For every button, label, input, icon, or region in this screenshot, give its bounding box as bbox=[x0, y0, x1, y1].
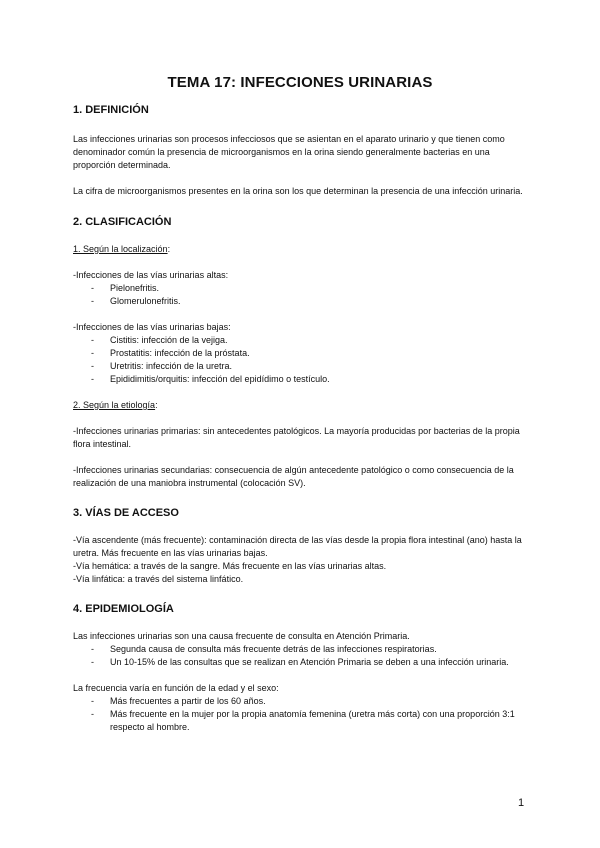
paragraph: -Vía linfática: a través del sistema linfático. bbox=[73, 574, 244, 584]
section-heading-vias-de-acceso: 3. VÍAS DE ACCESO bbox=[73, 507, 179, 519]
subheading-text: 2. Según la etiología bbox=[73, 400, 156, 410]
list bbox=[73, 643, 528, 669]
paragraph: La frecuencia varía en función de la edad y el sexo: bbox=[73, 683, 279, 693]
list-item: - Pielonefritis. bbox=[73, 282, 528, 295]
subheading-colon: : bbox=[155, 400, 158, 410]
list-item: - Epididimitis/orquitis: infección del epidídimo o testículo. bbox=[73, 373, 528, 386]
list bbox=[73, 282, 528, 308]
paragraph: -Vía ascendente (más frecuente): contaminación directa de las vías desde la propia flora intestinal (ano) hasta la uretra. Más frecuente en las vías urinarias bajas. bbox=[73, 535, 522, 558]
list-item: - Uretritis: infección de la uretra. bbox=[73, 360, 528, 373]
list-item: - Glomerulonefritis. bbox=[73, 295, 528, 308]
section-heading-clasificacion: 2. CLASIFICACIÓN bbox=[73, 216, 172, 228]
subheading bbox=[73, 243, 528, 256]
subheading-text: 1. Según la localización bbox=[73, 244, 168, 254]
list-item: - Cistitis: infección de la vejiga. bbox=[73, 334, 528, 347]
section-heading-definicion: 1. DEFINICIÓN bbox=[73, 104, 149, 116]
list-label: -Infecciones de las vías urinarias altas: bbox=[73, 270, 229, 280]
paragraph: La cifra de microorganismos presentes en la orina son los que determinan la presencia de una infección urinaria. bbox=[73, 186, 523, 196]
list-item: - Más frecuente en la mujer por la propia anatomía femenina (uretra más corta) con una proporción 3:1 respecto al hombre. bbox=[73, 708, 528, 734]
list-item: - Un 10-15% de las consultas que se realizan en Atención Primaria se deben a una infección urinaria. bbox=[73, 656, 528, 669]
list-item: - Prostatitis: infección de la próstata. bbox=[73, 347, 528, 360]
list bbox=[73, 334, 528, 386]
subheading bbox=[73, 399, 528, 412]
paragraph: -Infecciones urinarias primarias: sin antecedentes patológicos. La mayoría producidas por bacterias de la propia flora intestinal. bbox=[73, 426, 520, 449]
section-heading-epidemiologia: 4. EPIDEMIOLOGÍA bbox=[73, 603, 174, 615]
paragraph: Las infecciones urinarias son procesos infecciosos que se asientan en el aparato urinario y que tienen como denominador común la presencia de microorganismos en la orina siendo generalmente bacterias en una proporción determinada. bbox=[73, 134, 505, 170]
list bbox=[73, 695, 528, 734]
paragraph: -Vía hemática: a través de la sangre. Más frecuente en las vías urinarias altas. bbox=[73, 561, 387, 571]
list-item: - Segunda causa de consulta más frecuente detrás de las infecciones respiratorias. bbox=[73, 643, 528, 656]
page-number: 1 bbox=[518, 797, 525, 809]
subheading-colon: : bbox=[167, 244, 171, 254]
document-body bbox=[73, 103, 528, 734]
paragraph: Las infecciones urinarias son una causa frecuente de consulta en Atención Primaria. bbox=[73, 631, 410, 641]
document-title: TEMA 17: INFECCIONES URINARIAS bbox=[167, 74, 433, 91]
paragraph: -Infecciones urinarias secundarias: consecuencia de algún antecedente patológico o como consecuencia de la realización de una maniobra instrumental (colocación SV). bbox=[73, 465, 514, 488]
list-item: - Más frecuentes a partir de los 60 años. bbox=[73, 695, 528, 708]
list-label: -Infecciones de las vías urinarias bajas: bbox=[73, 322, 231, 332]
